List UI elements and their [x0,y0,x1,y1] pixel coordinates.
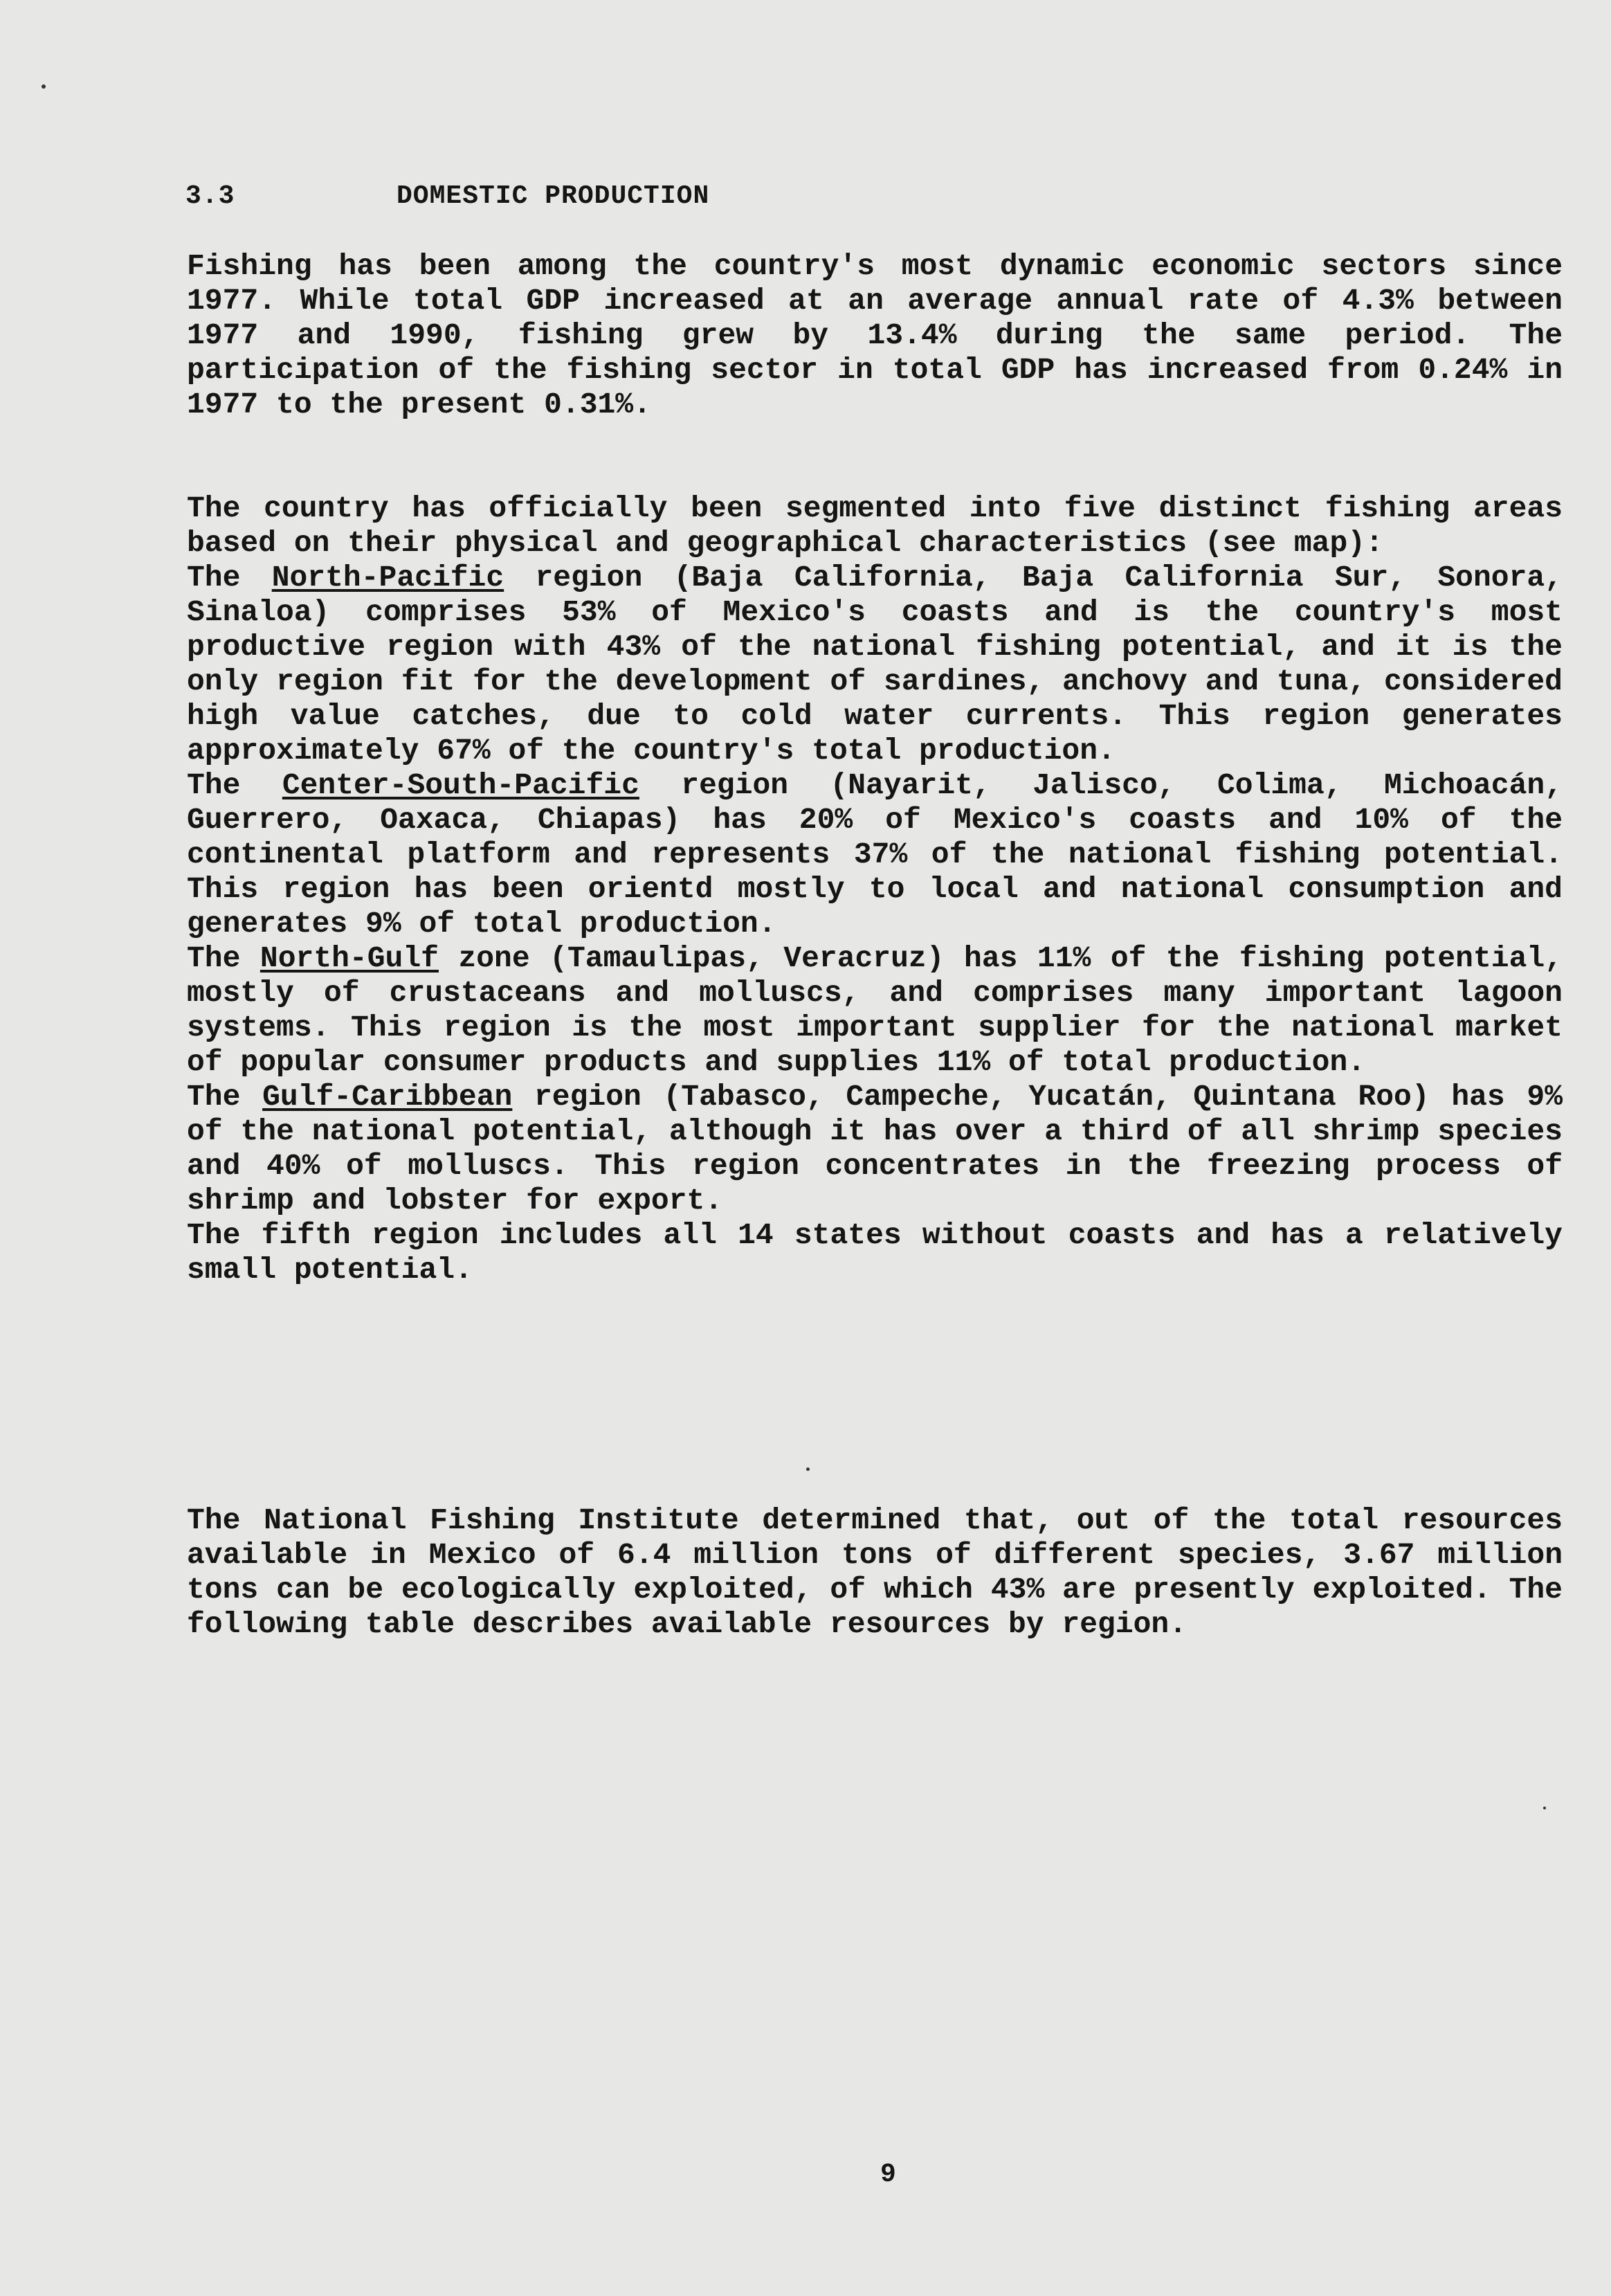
region-lead: The [187,768,282,802]
region-lead: The [187,1080,263,1114]
page-number: 9 [880,2160,896,2189]
region-body: region (Nayarit, Jalisco, Colima, Michoacán, Guerrero, Oaxaca, Chiapas) has 20% of Mexico's coasts and 10% of the continental platform and represents 37% of the national fishing potential. This region has been orientd mostly to local and national consumption and generates 9% of total production. [187,768,1563,941]
paragraph-resources [187,1503,1563,1642]
paragraph-text: The National Fishing Institute determined that, out of the total resources available in Mexico of 6.4 million tons of different species, 3.67 million tons can be ecologically exploited, of which 43% are presently exploited. The following table describes available resources by region. [187,1503,1563,1641]
region-name: North-Pacific [271,561,504,595]
region-gulf-caribbean [187,1080,1563,1218]
region-center-south-pacific [187,768,1563,941]
region-lead: The fifth region includes all 14 states without coasts and has a relatively small potential. [187,1218,1563,1287]
region-body: region (Baja California, Baja California Sur, Sonora, Sinaloa) comprises 53% of Mexico's coasts and is the country's most productive region with 43% of the national fishing potential, and it is the only region fit for the development of sardines, anchovy and tuna, considered high value catches, due to cold water currents. This region generates approximately 67% of the country's total production. [187,561,1563,768]
region-lead: The [187,941,260,975]
scan-speck [1543,1807,1546,1809]
region-north-gulf [187,941,1563,1080]
region-name: Gulf-Caribbean [262,1080,513,1114]
region-north-pacific [187,561,1563,768]
region-name: Center-South-Pacific [282,768,639,802]
paragraph-regions [187,491,1563,1287]
region-body: region (Tabasco, Campeche, Yucatán, Quintana Roo) has 9% of the national potential, although it has over a third of all shrimp species and 40% of molluscs. This region concentrates in the freezing process of shrimp and lobster for export. [187,1080,1563,1218]
paragraph-growth [187,249,1563,422]
section-title: DOMESTIC PRODUCTION [397,181,710,211]
region-body: zone (Tamaulipas, Veracruz) has 11% of the fishing potential, mostly of crustaceans and molluscs, and comprises many important lagoon systems. This region is the most important supplier for the national market of popular consumer products and supplies 11% of total production. [187,941,1563,1079]
section-number: 3.3 [185,181,235,211]
section-heading [185,181,709,211]
regions-intro: The country has officially been segmented into five distinct fishing areas based on their physical and geographical characteristics (see map): [187,491,1563,560]
region-name: North-Gulf [260,941,439,975]
scan-speck [42,84,46,89]
region-lead: The [187,561,272,595]
scan-speck [806,1467,810,1471]
paragraph-text: Fishing has been among the country's most dynamic economic sectors since 1977. While total GDP increased at an average annual rate of 4.3% between 1977 and 1990, fishing grew by 13.4% during the same period. The participation of the fishing sector in total GDP has increased from 0.24% in 1977 to the present 0.31%. [187,249,1563,422]
region-fifth [187,1218,1563,1287]
